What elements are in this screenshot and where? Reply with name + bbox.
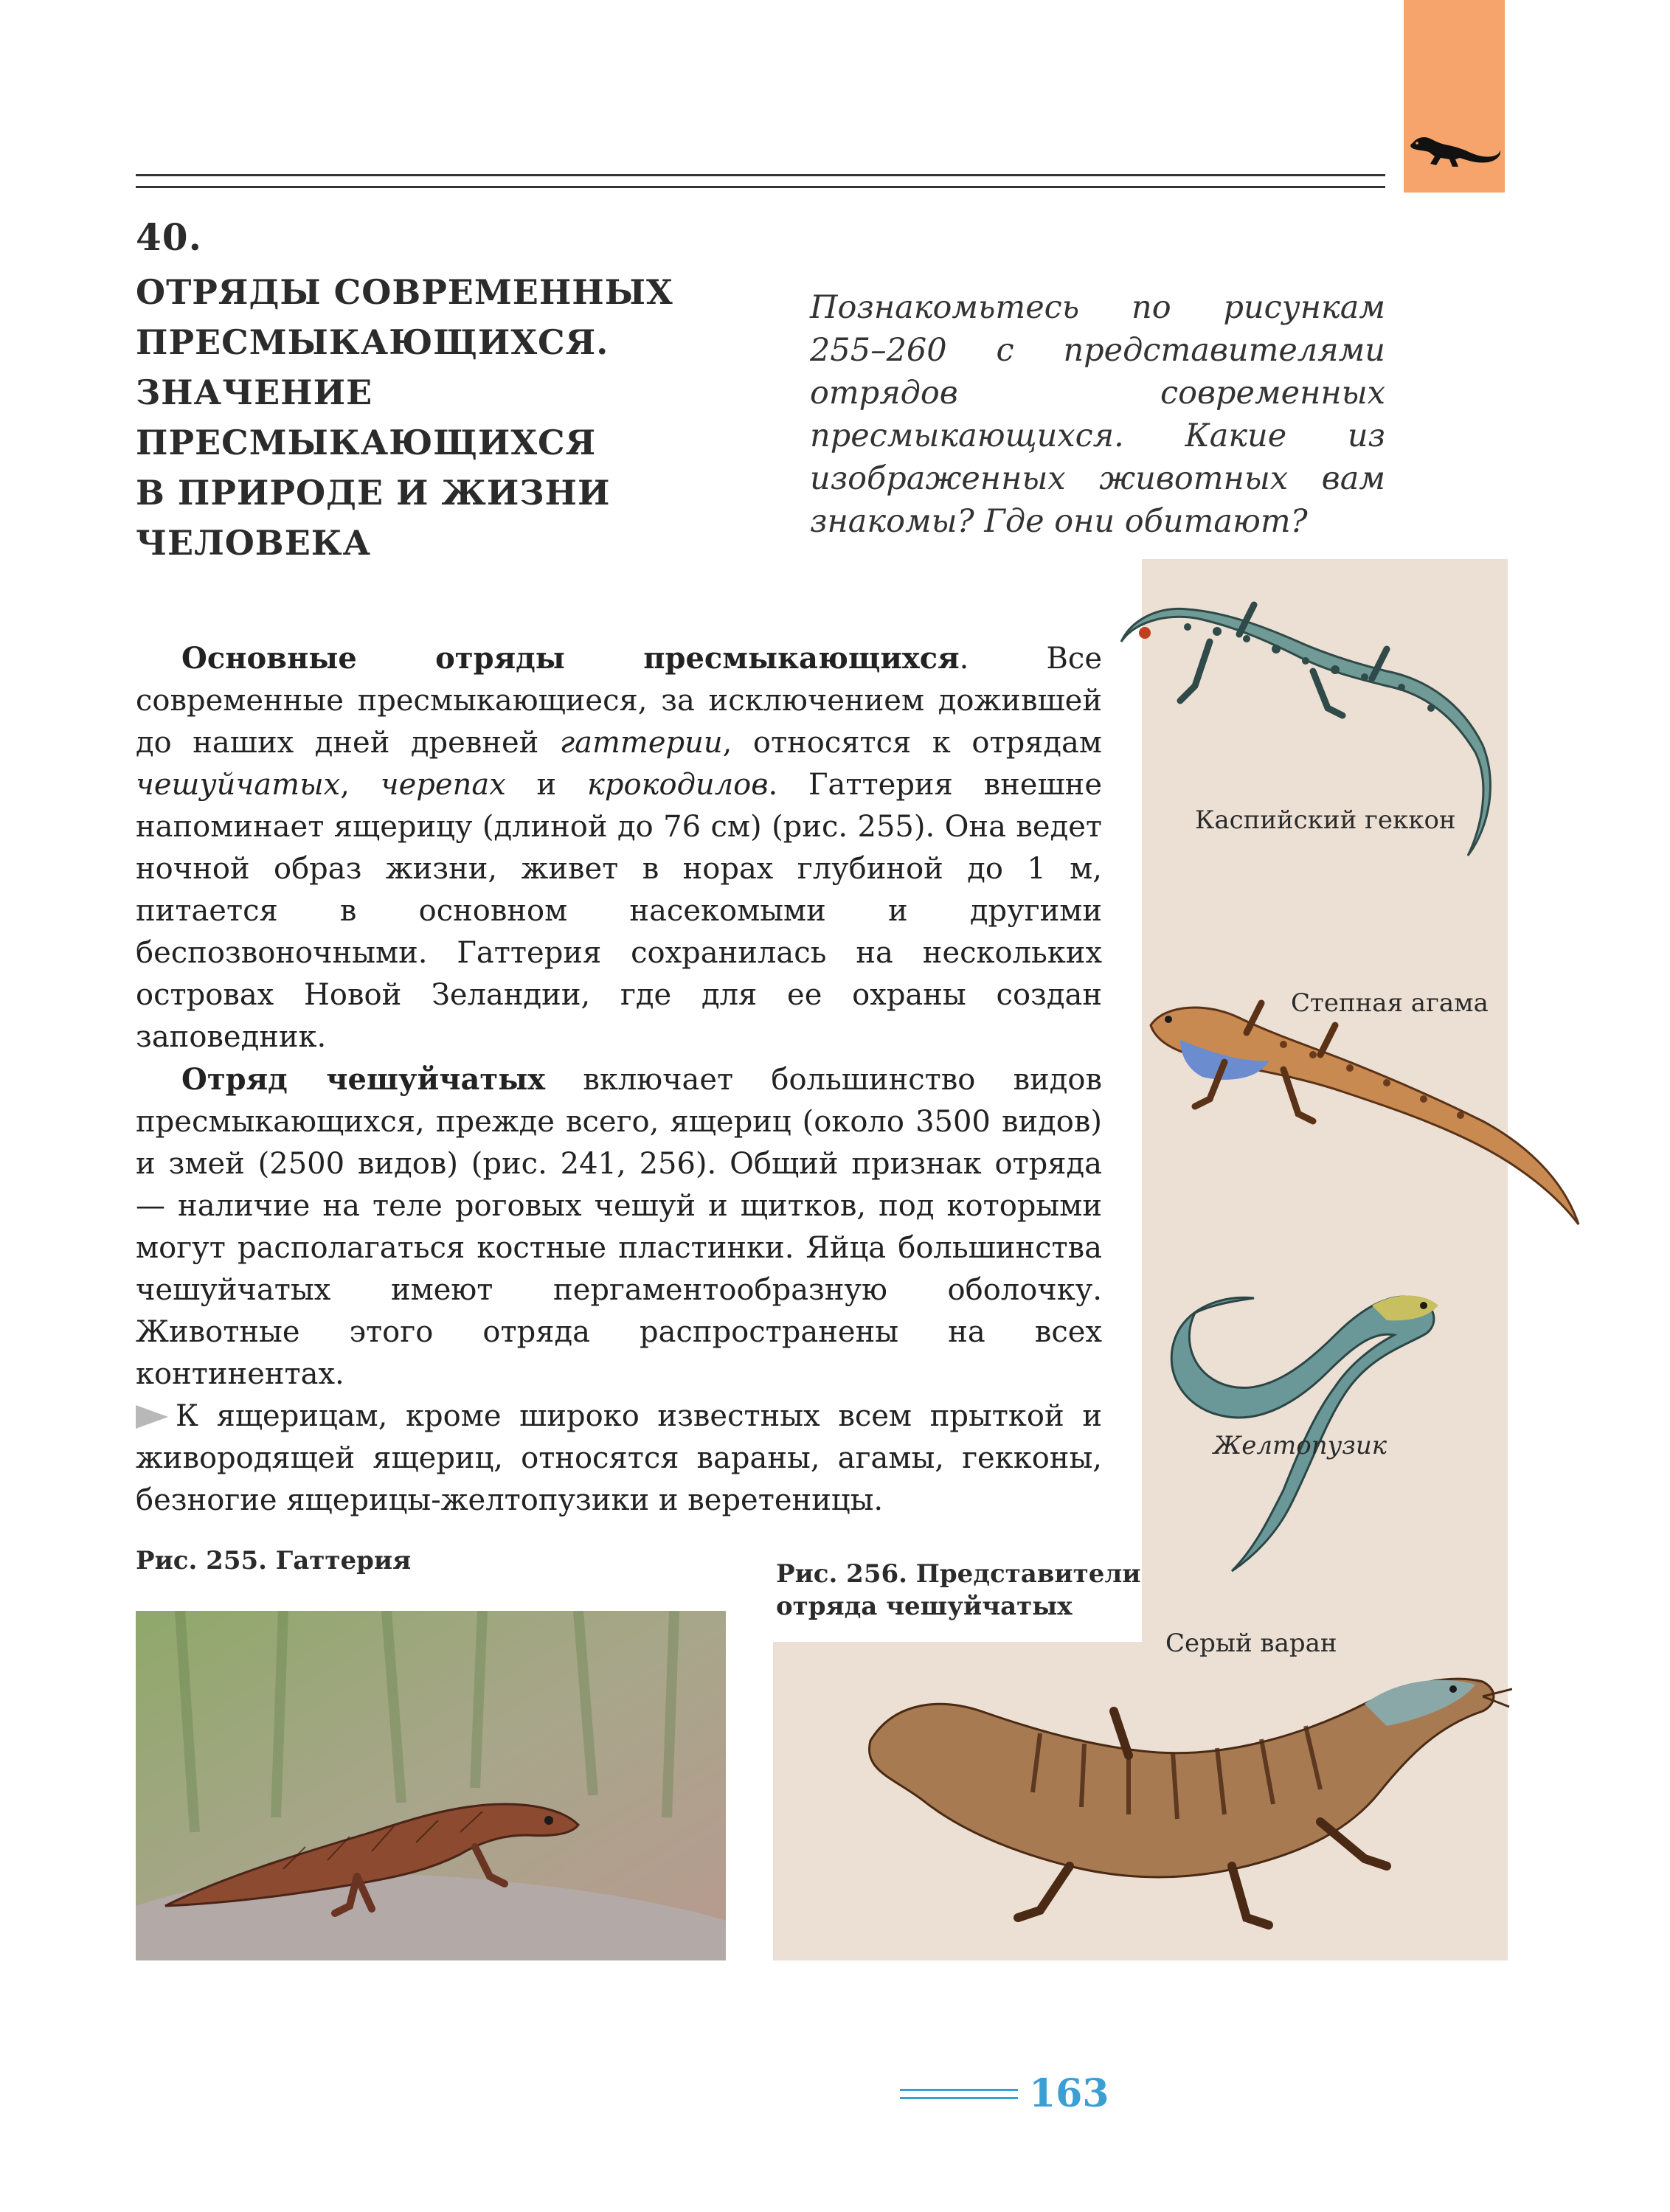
section-heading [136, 212, 770, 568]
header-rule [136, 186, 1385, 188]
text-run: и [505, 768, 588, 802]
section-number: 40. [136, 215, 202, 259]
caption-line: Рис. 256. Представители [776, 1559, 1141, 1589]
grey-monitor-illustration [848, 1645, 1512, 1955]
section-title-line: В ПРИРОДЕ И ЖИЗНИ [136, 473, 611, 513]
paragraph-lead: Отряд чешуйчатых [181, 1062, 546, 1097]
text-run: , относятся к отрядам [722, 726, 1102, 760]
text-run: , [340, 768, 381, 802]
lizard-silhouette-icon [1407, 118, 1503, 177]
intro-question: Познакомьтесь по рисункам 255–260 с представителями отрядов современных пресмыкающихся. Какие из изображенных животных вам знакомы? Где они обитают? [810, 289, 1385, 540]
page-number-rule [900, 2089, 1018, 2105]
header-rule [136, 174, 1385, 176]
text-run: К ящерицам, кроме широко известных всем прыткой и живородящей ящериц, относятся вараны, агамы, гекконы, безногие ящерицы-желтопузики и веретеницы. [136, 1399, 1102, 1517]
page-number: 163 [1029, 2071, 1109, 2116]
chapter-tab [1404, 0, 1505, 193]
animal-label: Степная агама [1291, 988, 1489, 1018]
steppe-agama-illustration [1136, 981, 1608, 1247]
figure-caption [776, 1558, 1141, 1623]
animal-label: Каспийский геккон [1195, 805, 1456, 835]
paragraph [136, 637, 1102, 1058]
animal-label: Желтопузик [1213, 1431, 1387, 1460]
paragraph-lead: Основные отряды пресмыкающихся [181, 641, 960, 676]
term: черепах [380, 768, 506, 802]
text-run: включает большинство видов пресмыкающихся, прежде всего, ящериц (около 3500 видов) и змей (2500 видов) (рис. 241, 256). Общий признак отряда — наличие на теле роговых чешуй и щитков, под которыми могут располагаться костные пластинки. Яйца большинства чешуйчатых имеют пергаментообразную оболочку. Животные этого отряда распространены на всех континентах. [136, 1063, 1102, 1391]
paragraph [136, 1058, 1102, 1395]
body-text [136, 637, 1102, 1522]
figure-caption: Рис. 255. Гаттерия [136, 1546, 412, 1575]
text-run: . Все современные пресмыкающиеся, за исключением дожившей до наших дней древней [136, 642, 1102, 760]
section-title-line: ПРЕСМЫКАЮЩИХСЯ [136, 423, 597, 462]
section-title-line: ПРЕСМЫКАЮЩИХСЯ. [136, 322, 609, 362]
term: чешуйчатых [136, 768, 341, 802]
section-title-line: ОТРЯДЫ СОВРЕМЕННЫХ [136, 272, 673, 312]
text-run: . Гаттерия внешне напоминает ящерицу (длиной до 76 см) (рис. 255). Она ведет ночной образ жизни, живет в норах глубиной до 1 м, питается в основном насекомыми и другими беспозвоночными. Гаттерия сохранилась на нескольких островах Новой Зеландии, где для ее охраны создан заповедник. [136, 768, 1102, 1054]
triangle-marker-icon [136, 1405, 168, 1429]
sheltopusik-illustration [1151, 1254, 1461, 1578]
section-title-line: ЧЕЛОВЕКА [136, 523, 372, 563]
animal-label: Серый варан [1165, 1629, 1337, 1658]
term: гаттерии [559, 726, 723, 760]
section-title-line: ЗНАЧЕНИЕ [136, 372, 373, 412]
tuatara-illustration [136, 1611, 726, 1960]
caption-line: отряда чешуйчатых [776, 1592, 1073, 1621]
term: крокодилов [587, 768, 769, 802]
paragraph [136, 1395, 1102, 1522]
